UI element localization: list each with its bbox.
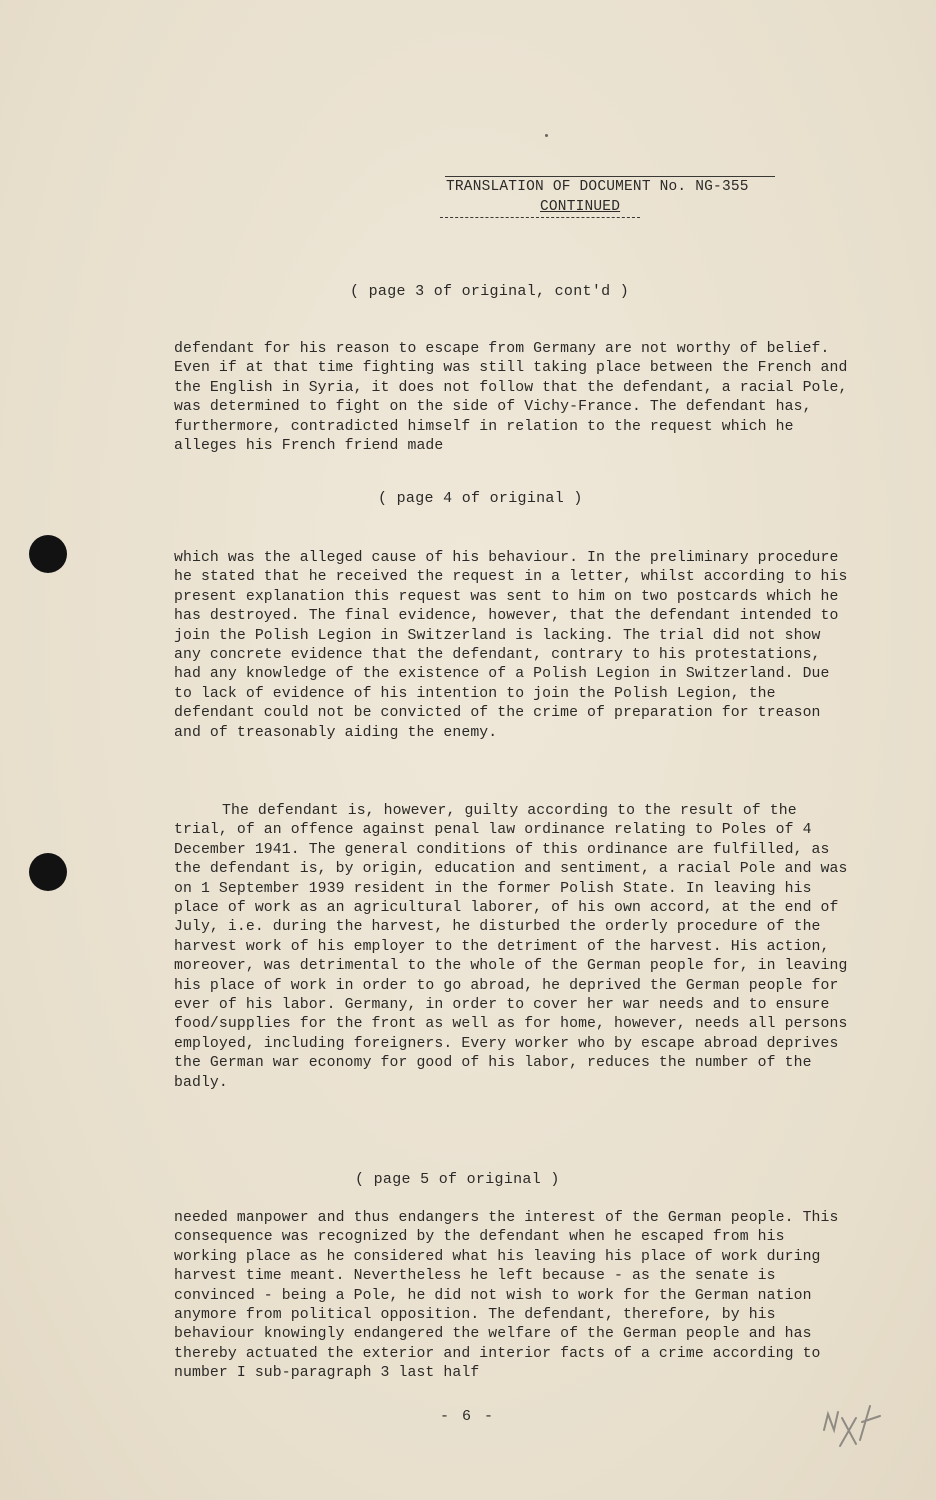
- heading-title: TRANSLATION OF DOCUMENT No. NG-355: [446, 179, 749, 195]
- page-3-label: ( page 3 of original, cont'd ): [350, 283, 630, 300]
- handwritten-initials-icon: [818, 1400, 888, 1460]
- page-5-text: needed manpower and thus endangers the interest of the German people. This consequence was recognized by the defendant when he escaped from his working place as he considered what his leaving his place of work during harvest time meant. Nevertheless he left because - as the senate is convinced - being a Pole, he did not wish to work for the German nation anymore from political opposition. The defendant, therefore, by his behaviour knowingly endangered the welfare of the German people and has thereby actuated the exterior and interior facts of a crime according to number I sub-paragraph 3 last half: [174, 1210, 839, 1382]
- page-4-paragraph-2: [174, 802, 854, 1093]
- page-5-paragraph: [174, 1209, 854, 1384]
- page-4-text-2: The defendant is, however, guilty according to the result of the trial, of an offence against penal law ordinance relating to Poles of 4 December 1941. The general conditions of this ordinance are fulfilled, as the defendant is, by origin, education and sentiment, a racial Pole and was on 1 September 1939 resident in the former Polish State. In leaving his place of work as an agricultural laborer, of his own accord, at the end of July, i.e. during the harvest, he disturbed the orderly procedure of the harvest work of his employer to the detriment of the harvest. His action, moreover, was detrimental to the whole of the German people for, in leaving his place of work in order to go abroad, he deprived the German people for ever of his labor. Germany, in order to cover her war needs and to ensure food/supplies for the front as well as for home, however, needs all persons employed, including foreigners. Every worker who by escape abroad deprives the German war economy for good of his labor, reduces the number of the badly.: [174, 803, 848, 1091]
- page-3-text: defendant for his reason to escape from Germany are not worthy of belief. Even if at that time fighting was still taking place between the French and the English in Syria, it does not follow that the defendant, a racial Pole, was determined to fight on the side of Vichy-France. The defendant has, furthermore, contradicted himself in relation to the request which he alleges his French friend made: [174, 341, 848, 455]
- heading-bottom-rule: [440, 217, 640, 218]
- heading-continued: CONTINUED: [540, 199, 621, 215]
- page-number: - 6 -: [440, 1408, 496, 1425]
- punch-hole-top: [29, 535, 67, 573]
- page-4-text-1: which was the alleged cause of his behaviour. In the preliminary procedure he stated that he received the request in a letter, whilst according to his present explanation this request was sent to him on two postcards which he has destroyed. The final evidence, however, that the defendant intended to join the Polish Legion in Switzerland is lacking. The trial did not show any concrete evidence that the defendant, contrary to his protestations, had any knowledge of the existence of a Polish Legion in Switzerland. Due to lack of evidence of his intention to join the Polish Legion, the defendant could not be convicted of the crime of preparation for treason and of treasonably aiding the enemy.: [174, 550, 848, 741]
- page-5-label: ( page 5 of original ): [355, 1171, 560, 1188]
- page-3-paragraph: [174, 340, 854, 456]
- ink-speck: [545, 134, 548, 137]
- page-4-paragraph-1: [174, 549, 854, 743]
- document-heading: [440, 176, 780, 218]
- punch-hole-bottom: [29, 853, 67, 891]
- page-4-label: ( page 4 of original ): [378, 490, 583, 507]
